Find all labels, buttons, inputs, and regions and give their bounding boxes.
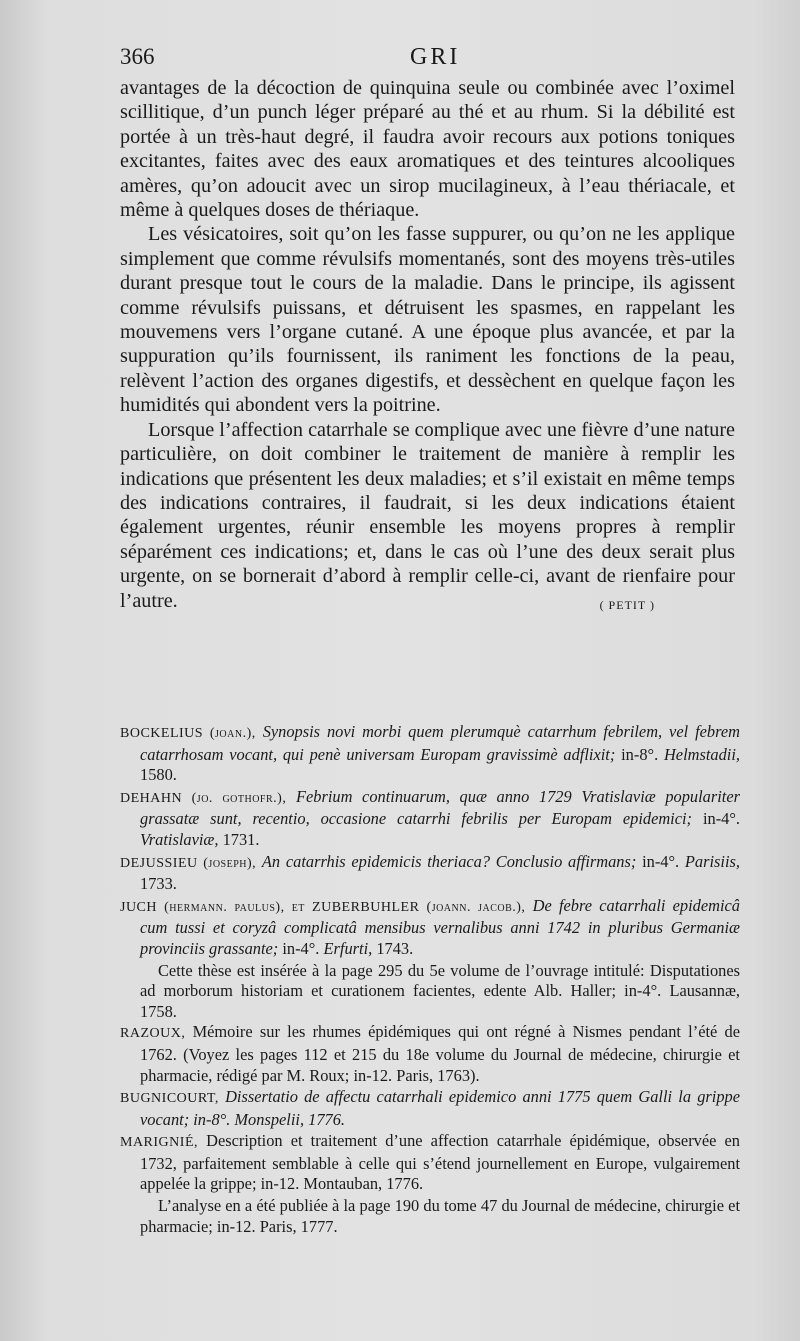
- reference-item: [120, 1131, 740, 1195]
- final-note: L’analyse en a été publiée à la page 190 du tome 47 du Journal de médecine, chirurgie et pharmacie; in-12. Paris, 1777.: [140, 1196, 740, 1236]
- running-header: [120, 44, 735, 74]
- paragraph-1: avantages de la décoction de quinquina seule ou combinée avec l’oximel scillitique, d’un punch léger préparé au thé et au rhum. Si la débilité est portée à un très-haut degré, il faudra avoir recours aux potions toniques excitantes, faites avec des eaux aromatiques et des teintures alcooliques amères, qu’on adoucit avec un sirop mucilagineux, à l’eau thériacale, et même à quelques doses de thériaque.: [120, 77, 735, 222]
- reference-year: 1731.: [218, 829, 260, 849]
- reference-title: De febre catarrhali epidemicâ cum tussi et coryzâ complicatâ mensibus vernalibus anni 1742 in pluribus Germaniæ provinciis grassante;: [140, 895, 741, 958]
- note-format: in-4°.: [616, 981, 670, 1001]
- reference-format: in-8°.: [615, 744, 664, 764]
- reference-year: 1743.: [372, 938, 414, 958]
- reference-text: Description et traitement d’une affection catarrhale épidémique, observée en 1732, parfaitement semblable à celle qui s’étend journellement en Europe, vulgairement appelée la grippe; in-12. Montauban, 1776.: [140, 1131, 740, 1194]
- reference-format: in-4°.: [278, 938, 324, 958]
- reference-title: Synopsis novi morbi quem plerumquè catarrhum febrilem, vel febrem catarrhosam vocant, qui penè universam Europam gravissimè adflixit;: [140, 722, 740, 764]
- note-text: Cette thèse est insérée à la page 295 du 5e volume de l’ouvrage intitulé:: [158, 960, 650, 980]
- reference-title: An catarrhis epidemicis theriaca? Conclusio affirmans;: [261, 851, 637, 871]
- reference-text: Dissertatio de affectu catarrhali epidemico anni 1775 quem Galli la grippe vocant; in-8°. Monspelii, 1776.: [140, 1087, 740, 1129]
- reference-author: MARIGNIÉ,: [120, 1135, 198, 1151]
- reference-item: [120, 896, 740, 960]
- reference-author: RAZOUX,: [120, 1026, 186, 1042]
- reference-year: 1733.: [140, 874, 177, 894]
- reference-item: [120, 852, 740, 895]
- paragraph-2: Les vésicatoires, soit qu’on les fasse suppurer, ou qu’on ne les applique simplement que comme révulsifs momentanés, sont des moyens très-utiles durant presque tout le cours de la maladie. Dans le principe, ils agissent comme révulsifs puissans, et détruisent les spasmes, en rappelant les mouvemens vers l’organe cutané. A une époque plus avancée, et par la suppuration qu’ils fournissent, ils raniment les fonctions de la peau, relèvent l’action des organes digestifs, et dessèchent en quelque façon les humidités qui abondent vers la poitrine.: [120, 223, 735, 417]
- reference-text: Mémoire sur les rhumes épidémiques qui ont régné à Nismes pendant l’été de 1762. (Voyez les pages 112 et 215 du 18e volume du Journal de médecine, chirurgie et pharmacie, rédigé par M. Roux; in-12. Paris, 1763).: [140, 1022, 740, 1085]
- reference-item: [120, 787, 740, 851]
- reference-place: Helmstadii,: [663, 744, 740, 764]
- note-title: Disputationes ad morborum historiam et curationem facientes, edente Alb. Haller;: [140, 960, 740, 1001]
- reference-note: [120, 961, 740, 1023]
- reference-author: BOCKELIUS (joan.),: [120, 726, 256, 741]
- reference-item: [120, 1087, 740, 1130]
- reference-place: Vratislaviæ,: [140, 829, 219, 849]
- reference-author: BUGNICOURT,: [120, 1091, 219, 1107]
- note-year: 1758.: [140, 1001, 177, 1021]
- main-text: [120, 76, 735, 617]
- reference-place: Parisiis,: [684, 851, 740, 871]
- page-number: 366: [120, 44, 155, 69]
- paragraph-3: Lorsque l’affection catarrhale se complique avec une fièvre d’une nature particulière, on doit combiner le traitement de manière à remplir les indications que présentent les deux maladies; et s’il existait en même temps des indications contraires, il faudrait, si les deux indications étaient également urgentes, réunir ensemble les moyens propres à remplir séparément ces indications; et, dans le cas où l’une des deux serait plus urgente, on se bornerait d’abord à remplir celle-ci, avant de rienfaire pour l’autre.: [120, 418, 735, 612]
- author-signature: ( PETIT ): [599, 597, 655, 612]
- reference-format: in-4°.: [636, 851, 685, 871]
- reference-item: [120, 1022, 740, 1086]
- bibliography: [120, 722, 740, 1237]
- reference-author: JUCH (hermann. paulus), et ZUBERBUHLER (joann. jacob.),: [120, 899, 526, 915]
- reference-author: DEHAHN (jo. gothofr.),: [120, 790, 287, 806]
- reference-format: in-4°.: [692, 809, 741, 829]
- reference-year: 1580.: [140, 765, 177, 785]
- reference-author: DEJUSSIEU (joseph),: [120, 855, 257, 871]
- running-title: GRI: [410, 44, 461, 70]
- reference-title: Febrium continuarum, quæ anno 1729 Vratislaviæ populariter grassatæ sunt, recentio, occasione catarrhi febrilis per Europam epidemici;: [140, 786, 740, 829]
- reference-item: [120, 722, 740, 786]
- note-place: Lausannæ,: [669, 981, 740, 1001]
- reference-place: Erfurti,: [323, 938, 373, 958]
